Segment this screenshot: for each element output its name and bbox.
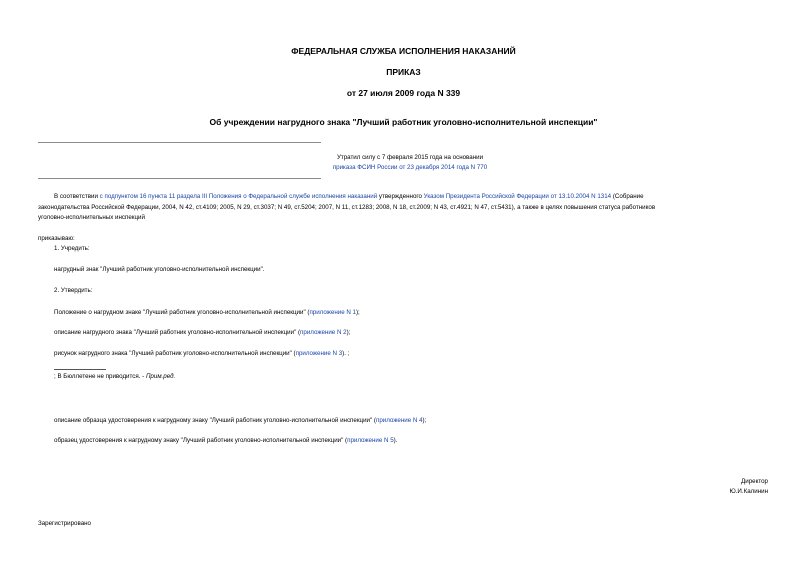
expiry-note — [305, 153, 515, 172]
preamble-line-3: уголовно-исполнительных инспекций — [38, 214, 145, 221]
expiry-note-text: Утратил силу с 7 февраля 2015 года на основании — [336, 154, 484, 161]
preamble-text: В соответствии — [54, 193, 100, 200]
item-1: 1. Учредить: — [54, 245, 90, 252]
separator-bottom — [38, 178, 321, 179]
item-2-b-end: ); — [346, 329, 351, 336]
order-word: приказываю: — [38, 235, 75, 242]
item-2-b — [54, 329, 350, 336]
preamble-text-end: (Собрание — [611, 193, 644, 200]
item-1-text: нагрудный знак "Лучший работник уголовно-исполнительной инспекции". — [54, 266, 265, 273]
item-2-e — [54, 437, 397, 444]
item-2-c-text: рисунок нагрудного знака "Лучший работник уголовно-исполнительной инспекции" ( — [54, 350, 296, 357]
footnote — [54, 373, 175, 380]
document-title: Об учреждении нагрудного знака "Лучший работник уголовно-исполнительной инспекции" — [209, 117, 598, 127]
item-2-c — [54, 350, 349, 357]
item-2-c-end: ). ; — [342, 350, 350, 357]
footnote-italic: Прим.ред. — [145, 373, 176, 380]
item-2-a-end: ); — [355, 309, 360, 316]
item-2: 2. Утвердить: — [54, 287, 93, 294]
preamble-line-1 — [54, 193, 644, 200]
footnote-rule — [54, 369, 106, 370]
regulation-link[interactable]: с подпунктом 16 пункта 11 раздела III Положения о Федеральной службе исполнения наказаний — [99, 193, 378, 200]
agency-name: ФЕДЕРАЛЬНАЯ СЛУЖБА ИСПОЛНЕНИЯ НАКАЗАНИЙ — [291, 46, 516, 56]
document-type: ПРИКАЗ — [386, 67, 421, 77]
item-2-a — [54, 309, 360, 316]
registered-label: Зарегистрировано — [38, 520, 91, 527]
preamble-text-mid: утвержденного — [377, 193, 424, 200]
appendix-4-link[interactable]: приложение N 4 — [375, 417, 423, 424]
appendix-1-link[interactable]: приложение N 1 — [309, 309, 356, 316]
item-2-d-end: ); — [422, 417, 427, 424]
document-date-number: от 27 июля 2009 года N 339 — [346, 88, 461, 98]
footnote-text: В Бюллетене не приводится. - — [57, 373, 146, 380]
decree-link[interactable]: Указом Президента Российской Федерации от 13.10.2004 N 1314 — [423, 193, 612, 200]
separator-top — [38, 142, 321, 143]
item-2-e-text: образец удостоверения к нагрудному знаку "Лучший работник уголовно-исполнительной инспекции" ( — [54, 437, 348, 444]
item-2-e-end: ). — [393, 437, 398, 444]
item-2-b-text: описание нагрудного знака "Лучший работник уголовно-исполнительной инспекции" ( — [54, 329, 301, 336]
signature-position: Директор — [741, 478, 768, 485]
signature-name: Ю.И.Калинин — [729, 488, 768, 495]
appendix-5-link[interactable]: приложение N 5 — [347, 437, 394, 444]
preamble-line-2: законодательства Российской Федерации, 2004, N 42, ст.4109; 2005, N 29, ст.3037; N 49, ст.5204; 2007, N 11, ст.1283; 2008, N 18, ст.2009; N 43, ст.4921; N 47, ст.5431), а также в целях повышения статуса работников — [38, 204, 656, 211]
item-2-a-text: Положение о нагрудном знаке "Лучший работник уголовно-исполнительной инспекции" ( — [54, 309, 310, 316]
item-2-d — [54, 417, 426, 424]
appendix-3-link[interactable]: приложение N 3 — [295, 350, 343, 357]
footnote-mark: ; — [54, 373, 58, 380]
appendix-2-link[interactable]: приложение N 2 — [300, 329, 347, 336]
item-2-d-text: описание образца удостоверения к нагрудному знаку "Лучший работник уголовно-исполнительной инспекции" ( — [54, 417, 376, 424]
expiry-note-link[interactable]: приказа ФСИН России от 23 декабря 2014 года N 770 — [332, 163, 488, 171]
